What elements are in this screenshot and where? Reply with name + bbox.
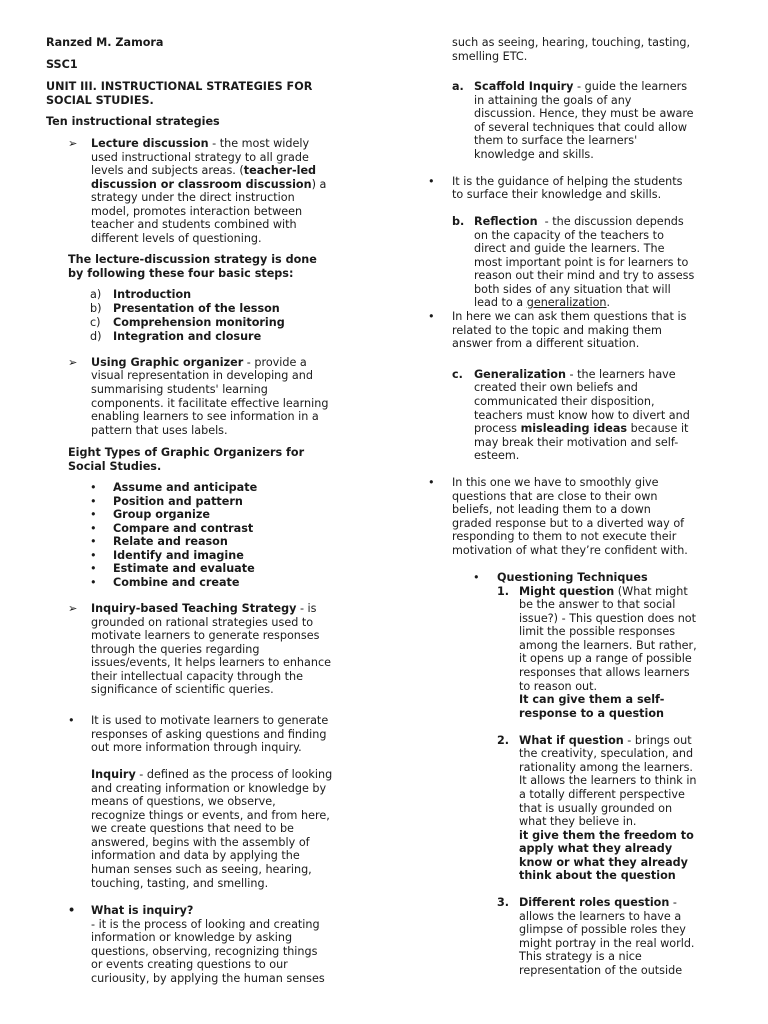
whatif-line: a totally different perspective bbox=[519, 788, 685, 801]
used-line: It is used to motivate learners to generate bbox=[91, 714, 329, 727]
graphic-line: components. it facilitate effective learning bbox=[91, 397, 329, 410]
reflection-line: both sides of any situation that will bbox=[474, 283, 671, 296]
roles-line: This strategy is a nice bbox=[519, 950, 642, 963]
roles-line: allows the learners to have a bbox=[519, 910, 682, 923]
arrow-bullet-icon: ➢ bbox=[68, 356, 78, 369]
smoothly-line: beliefs, not leading them to a down bbox=[452, 503, 651, 516]
bullet-icon: • bbox=[68, 904, 76, 917]
generalization-link: generalization bbox=[526, 296, 607, 309]
bullet-icon: • bbox=[90, 508, 97, 521]
bullet-icon: • bbox=[90, 562, 97, 575]
reflection-line: on the capacity of the teachers to bbox=[474, 229, 664, 242]
roles-line: glimpse of possible roles they bbox=[519, 923, 686, 936]
inquiry-line: motivate learners to generate responses bbox=[91, 629, 320, 642]
lecture-bold: teacher-led bbox=[243, 164, 317, 177]
might-line: to reason out. bbox=[519, 680, 598, 693]
generalization-line: may break their motivation and self- bbox=[474, 436, 679, 449]
whatif-bold: know or what they already bbox=[519, 856, 688, 869]
generalization-line: esteem. bbox=[474, 449, 520, 462]
generalization-bold: misleading ideas bbox=[520, 422, 628, 435]
questioning-heading: Questioning Techniques bbox=[497, 571, 648, 584]
list-item: Integration and closure bbox=[113, 330, 262, 343]
inquiry-line: their intellectual capacity through the bbox=[91, 670, 303, 683]
used-line: responses of asking questions and finding bbox=[91, 728, 327, 741]
lecture-line: - the most widely bbox=[208, 137, 310, 150]
in-here-line: answer from a different situation. bbox=[452, 337, 640, 350]
bullet-icon: • bbox=[90, 522, 97, 535]
whatif-term: What if question bbox=[519, 734, 624, 747]
inquiry-line: grounded on rational strategies used to bbox=[91, 616, 314, 629]
used-line: out more information through inquiry. bbox=[91, 741, 302, 754]
course-code: SSC1 bbox=[46, 58, 78, 71]
list-marker: a) bbox=[90, 288, 102, 301]
inquiry-def-line: information and data by applying the bbox=[91, 849, 300, 862]
arrow-bullet-icon: ➢ bbox=[68, 602, 78, 615]
smoothly-line: motivation of what they’re confident with. bbox=[452, 544, 688, 557]
inquiry-line: - is bbox=[296, 602, 317, 615]
inquiry-def-line: we create questions that need to be bbox=[91, 822, 294, 835]
bullet-icon: • bbox=[90, 481, 97, 494]
generalization-line: because it bbox=[627, 422, 689, 435]
might-line: among the learners. But rather, bbox=[519, 639, 697, 652]
list-item: Presentation of the lesson bbox=[113, 302, 280, 315]
guidance-line: to surface their knowledge and skills. bbox=[452, 188, 662, 201]
scaffold-line: of several techniques that could allow bbox=[474, 121, 688, 134]
roles-line: - bbox=[669, 896, 677, 909]
section-heading: Ten instructional strategies bbox=[46, 115, 220, 128]
bullet-icon: • bbox=[428, 175, 435, 188]
generalization-line: created their own beliefs and bbox=[474, 381, 638, 394]
list-item: Position and pattern bbox=[113, 495, 243, 508]
lecture-line: strategy under the direct instruction bbox=[91, 191, 295, 204]
might-line: (What might bbox=[614, 585, 688, 598]
scaffold-term: Scaffold Inquiry bbox=[474, 80, 574, 93]
arrow-bullet-icon: ➢ bbox=[68, 137, 78, 150]
reflection-term: Reflection bbox=[474, 215, 538, 228]
inquiry-def-line: - defined as the process of looking bbox=[135, 768, 333, 781]
in-here-line: In here we can ask them questions that is bbox=[452, 310, 687, 323]
generalization-line: process bbox=[474, 422, 521, 435]
inquiry-line: through the queries regarding bbox=[91, 643, 260, 656]
list-item: Relate and reason bbox=[113, 535, 228, 548]
whatif-line: - brings out bbox=[623, 734, 692, 747]
might-line: it opens up a range of possible bbox=[519, 652, 692, 665]
what-heading: What is inquiry? bbox=[91, 904, 194, 917]
lecture-term: Lecture discussion bbox=[91, 137, 209, 150]
graphic-line: pattern that uses labels. bbox=[91, 424, 228, 437]
what-line: or events creating questions to our bbox=[91, 958, 288, 971]
might-line: be the answer to that social bbox=[519, 598, 676, 611]
reflection-line: - the discussion depends bbox=[537, 215, 684, 228]
author-name: Ranzed M. Zamora bbox=[46, 36, 164, 49]
inquiry-def-line: recognize things or events, and from here, bbox=[91, 809, 330, 822]
graphic-term: Using Graphic organizer bbox=[91, 356, 244, 369]
reflection-line: . bbox=[606, 296, 611, 309]
inquiry-def-line: touching, tasting, and smelling. bbox=[91, 877, 269, 890]
lecture-bold: discussion or classroom discussion bbox=[91, 178, 312, 191]
steps-heading: by following these four basic steps: bbox=[68, 267, 294, 280]
generalization-term: Generalization bbox=[474, 368, 566, 381]
generalization-line: - the learners have bbox=[565, 368, 676, 381]
smoothly-line: responding to them to not execute their bbox=[452, 530, 677, 543]
whatif-bold: apply what they already bbox=[519, 842, 673, 855]
scaffold-line: knowledge and skills. bbox=[474, 148, 594, 161]
inquiry-def-line: answered, begins with the assembly of bbox=[91, 836, 310, 849]
scaffold-line: - guide the learners bbox=[573, 80, 688, 93]
scaffold-line: in attaining the goals of any bbox=[474, 94, 632, 107]
roles-line: might portray in the real world. bbox=[519, 937, 695, 950]
bullet-icon: • bbox=[90, 576, 97, 589]
lecture-line: levels and subjects areas. ( bbox=[91, 164, 244, 177]
reflection-line: direct and guide the learners. The bbox=[474, 242, 665, 255]
whatif-line: It allows the learners to think in bbox=[519, 774, 697, 787]
whatif-bold: it give them the freedom to bbox=[519, 829, 694, 842]
graphic-line: visual representation in developing and bbox=[91, 369, 313, 382]
graphic-line: summarising students' learning bbox=[91, 383, 268, 396]
list-marker: d) bbox=[90, 330, 102, 343]
smoothly-line: questions that are close to their own bbox=[452, 490, 658, 503]
lecture-line: different levels of questioning. bbox=[91, 232, 262, 245]
list-item: Introduction bbox=[113, 288, 192, 301]
list-marker: 1. bbox=[497, 585, 510, 598]
list-item: Comprehension monitoring bbox=[113, 316, 285, 329]
lecture-line: teacher and students combined with bbox=[91, 218, 297, 231]
bullet-icon: • bbox=[90, 549, 97, 562]
graphic-line: - provide a bbox=[243, 356, 307, 369]
roles-term: Different roles question bbox=[519, 896, 670, 909]
unit-title-line-1: UNIT III. INSTRUCTIONAL STRATEGIES FOR bbox=[46, 80, 313, 93]
roles-line: representation of the outside bbox=[519, 964, 683, 977]
list-item: Group organize bbox=[113, 508, 210, 521]
might-term: Might question bbox=[519, 585, 615, 598]
list-marker: 3. bbox=[497, 896, 510, 909]
inquiry-def-line: means of questions, we observe, bbox=[91, 795, 276, 808]
list-marker: b) bbox=[90, 302, 102, 315]
inquiry-def-term: Inquiry bbox=[91, 768, 136, 781]
bullet-icon: • bbox=[68, 714, 75, 727]
scaffold-line: discussion. Hence, they must be aware bbox=[474, 107, 694, 120]
list-marker: a. bbox=[452, 80, 464, 93]
types-heading: Social Studies. bbox=[68, 460, 162, 473]
smoothly-line: In this one we have to smoothly give bbox=[452, 476, 659, 489]
whatif-bold: think about the question bbox=[519, 869, 676, 882]
might-bold: response to a question bbox=[519, 707, 664, 720]
reflection-line: lead to a bbox=[474, 296, 527, 309]
generalization-line: communicated their disposition, bbox=[474, 395, 655, 408]
graphic-line: enabling learners to see information in a bbox=[91, 410, 319, 423]
list-item: Combine and create bbox=[113, 576, 240, 589]
list-marker: c) bbox=[90, 316, 101, 329]
continued-line: such as seeing, hearing, touching, tasting, bbox=[452, 36, 691, 49]
might-bold: It can give them a self- bbox=[519, 693, 665, 706]
lecture-line: used instructional strategy to all grade bbox=[91, 151, 309, 164]
continued-line: smelling ETC. bbox=[452, 50, 528, 63]
inquiry-def-line: and creating information or knowledge by bbox=[91, 782, 327, 795]
generalization-line: teachers must know how to divert and bbox=[474, 409, 690, 422]
might-line: limit the possible responses bbox=[519, 625, 676, 638]
scaffold-line: them to surface the learners' bbox=[474, 134, 638, 147]
list-item: Compare and contrast bbox=[113, 522, 254, 535]
whatif-line: the creativity, speculation, and bbox=[519, 747, 694, 760]
list-item: Identify and imagine bbox=[113, 549, 244, 562]
might-line: issue?) - This question does not bbox=[519, 612, 697, 625]
list-item: Estimate and evaluate bbox=[113, 562, 255, 575]
guidance-line: It is the guidance of helping the students bbox=[452, 175, 683, 188]
list-marker: b. bbox=[452, 215, 465, 228]
bullet-icon: • bbox=[90, 535, 97, 548]
inquiry-term: Inquiry-based Teaching Strategy bbox=[91, 602, 297, 615]
bullet-icon: • bbox=[473, 571, 480, 584]
lecture-line: ) a bbox=[311, 178, 327, 191]
smoothly-line: graded response but to a diverted way of bbox=[452, 517, 685, 530]
types-heading: Eight Types of Graphic Organizers for bbox=[68, 446, 305, 459]
list-item: Assume and anticipate bbox=[113, 481, 258, 494]
steps-heading: The lecture-discussion strategy is done bbox=[68, 253, 317, 266]
whatif-line: that is usually grounded on bbox=[519, 802, 673, 815]
list-marker: c. bbox=[452, 368, 463, 381]
what-line: questions, observing, recognizing things bbox=[91, 945, 318, 958]
whatif-line: what they believe in. bbox=[519, 815, 637, 828]
bullet-icon: • bbox=[428, 476, 435, 489]
in-here-line: related to the topic and making them bbox=[452, 324, 662, 337]
what-line: information or knowledge by asking bbox=[91, 931, 293, 944]
what-line: curiousity, by applying the human senses bbox=[91, 972, 325, 985]
list-marker: 2. bbox=[497, 734, 510, 747]
inquiry-def-line: human senses such as seeing, hearing, bbox=[91, 863, 312, 876]
what-line: - it is the process of looking and creating bbox=[91, 918, 320, 931]
might-line: responses that allows learners bbox=[519, 666, 690, 679]
unit-title-line-2: SOCIAL STUDIES. bbox=[46, 94, 154, 107]
bullet-icon: • bbox=[428, 310, 435, 323]
inquiry-line: significance of scientific queries. bbox=[91, 683, 274, 696]
inquiry-line: issues/events, It helps learners to enhance bbox=[91, 656, 331, 669]
bullet-icon: • bbox=[90, 495, 97, 508]
reflection-line: most important point is for learners to bbox=[474, 256, 689, 269]
whatif-line: rationality among the learners. bbox=[519, 761, 693, 774]
reflection-line: reason out their mind and try to assess bbox=[474, 269, 695, 282]
lecture-line: model, promotes interaction between bbox=[91, 205, 303, 218]
